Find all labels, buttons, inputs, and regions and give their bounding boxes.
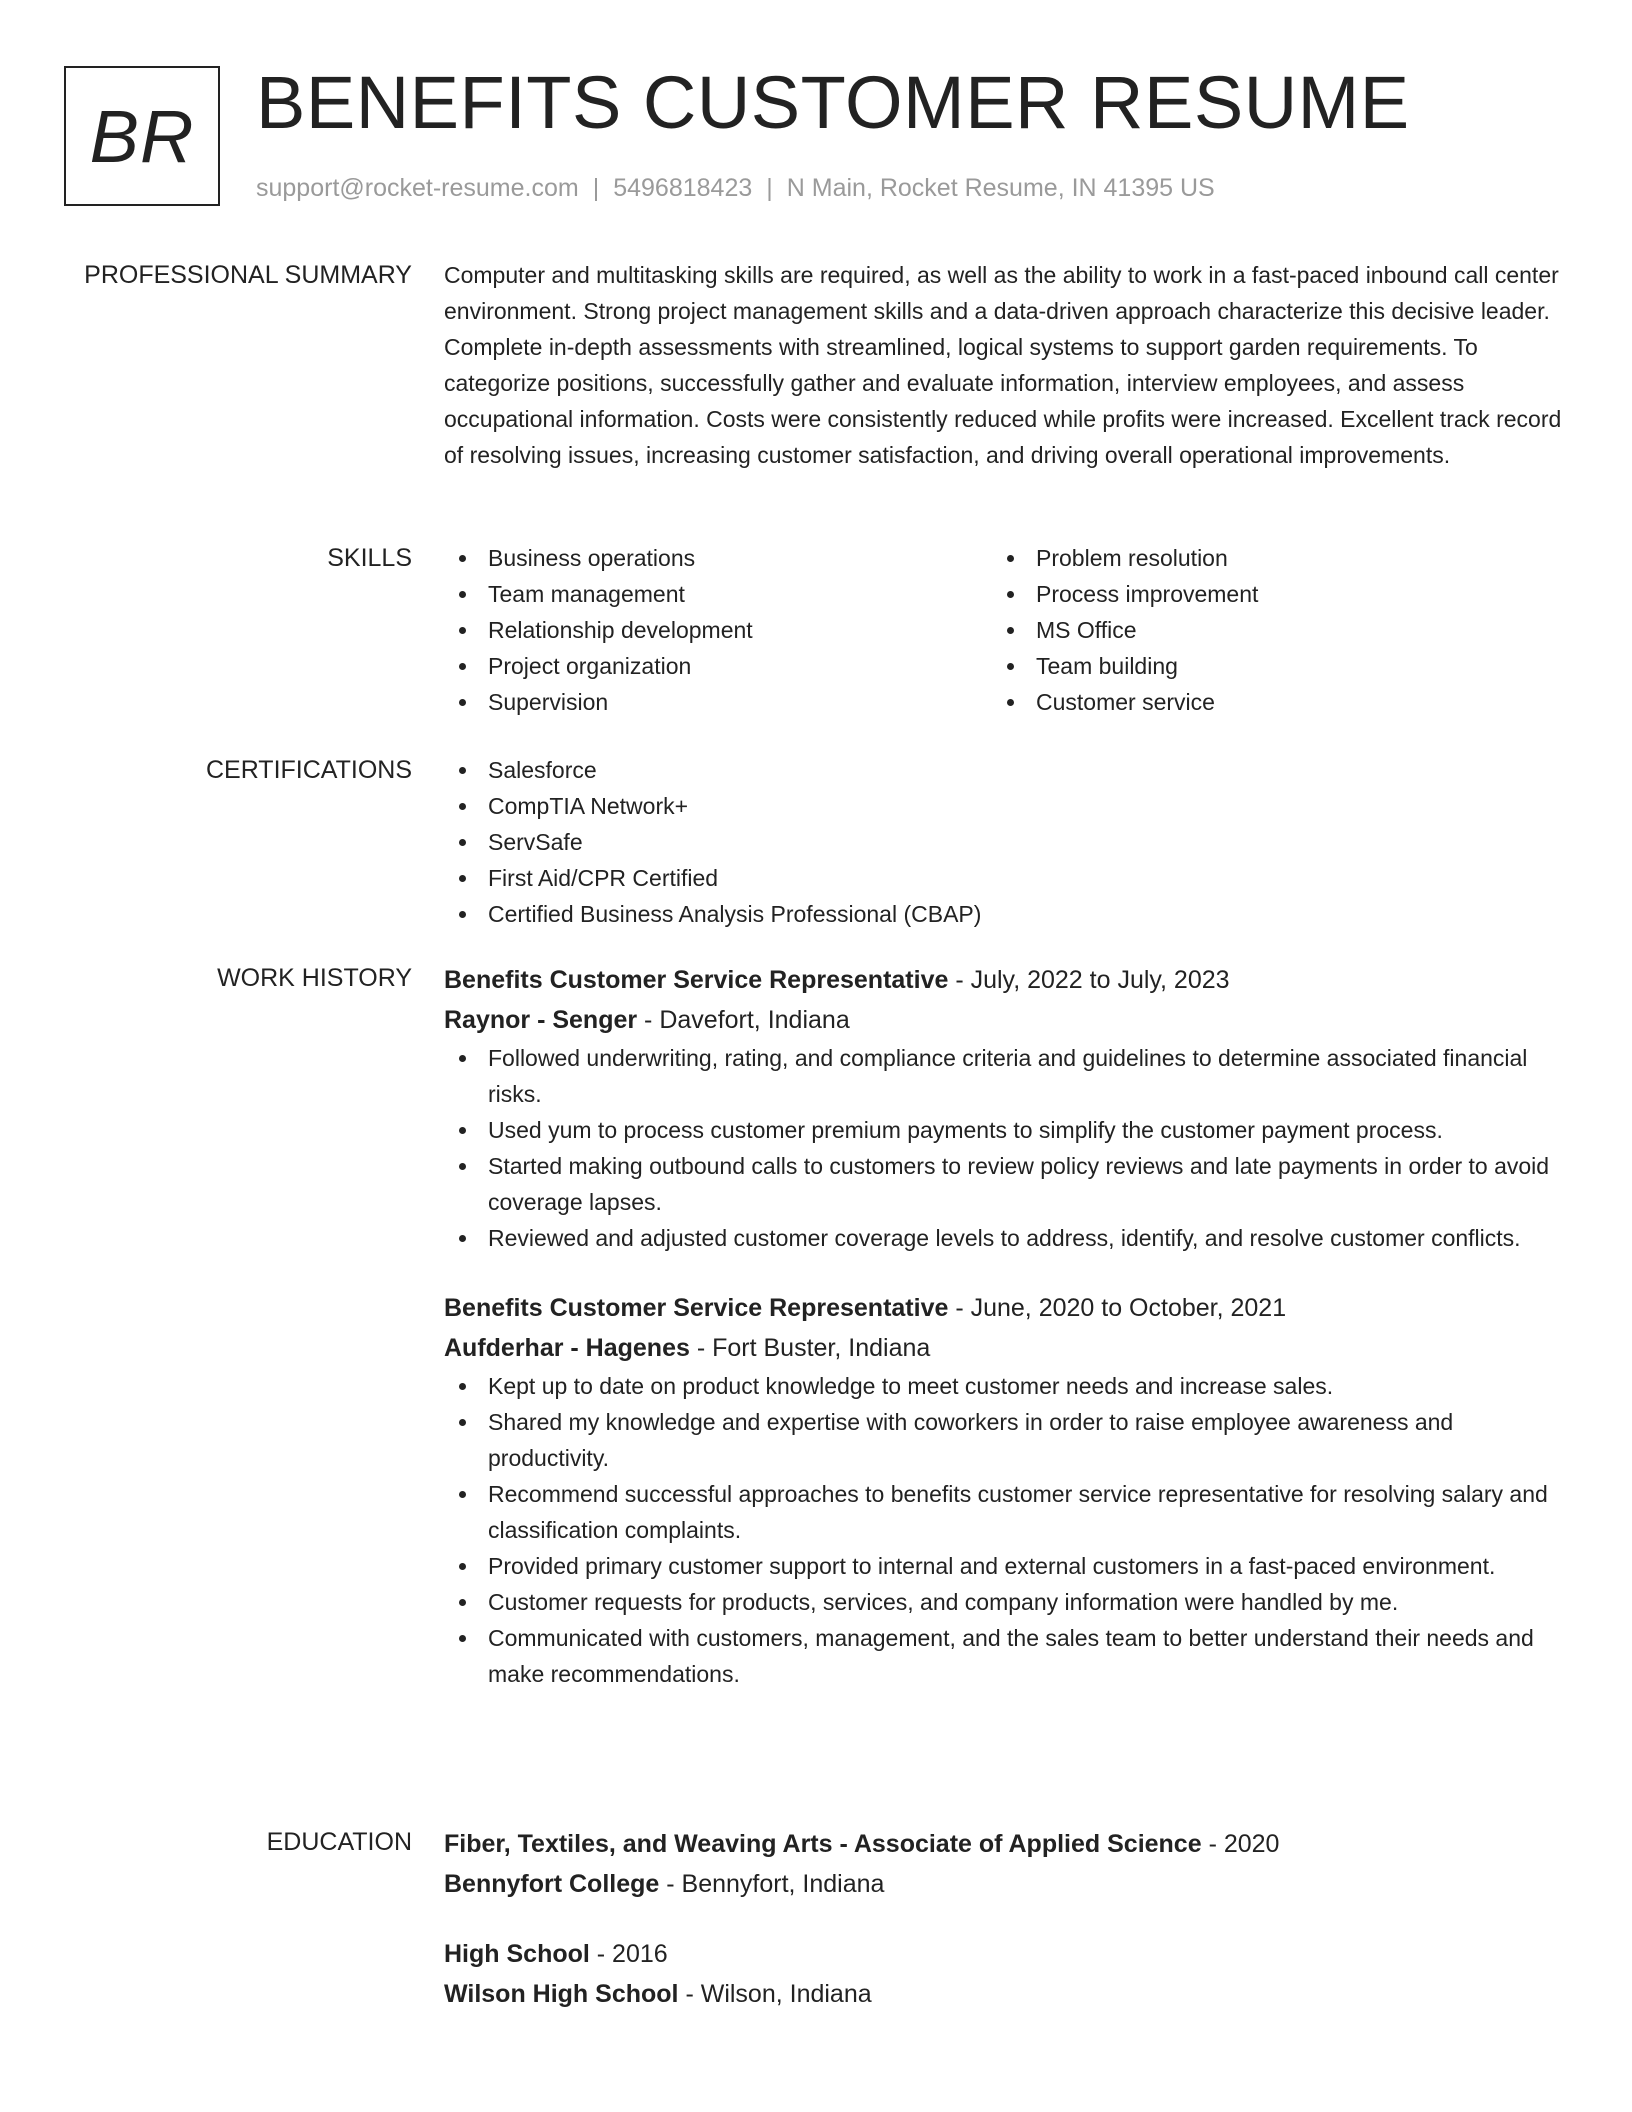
education-degree: High School [444,1940,590,1968]
skills-list-right [992,540,1540,720]
job-duty: Recommend successful approaches to benefits customer service representative for resolving salary and classification complaints. [444,1476,1564,1548]
summary-text: Computer and multitasking skills are required, as well as the ability to work in a fast-paced inbound call center environment. Strong project management skills and a data-driven approach characterize this decisive leader. Complete in-depth assessments with streamlined, logical systems to support garden requirements. To categorize positions, successfully gather and evaluate information, interview employees, and assess occupational information. Costs were consistently reduced while profits were increased. Excellent track record of resolving issues, increasing customer satisfaction, and driving overall operational improvements. [444,262,1562,468]
education-location: - Wilson, Indiana [678,1980,872,2008]
skill-item: Team management [444,576,992,612]
job-duty: Reviewed and adjusted customer coverage levels to address, identify, and resolve customer conflicts. [444,1220,1564,1256]
job-company: Raynor - Senger [444,1006,638,1034]
certifications-list [444,752,1564,932]
skills-list-left [444,540,992,720]
job-duty: Shared my knowledge and expertise with coworkers in order to raise employee awareness and productivity. [444,1404,1564,1476]
job-duties-list [444,1040,1564,1256]
education-year: - 2020 [1201,1830,1280,1858]
job-duty: Followed underwriting, rating, and compliance criteria and guidelines to determine associated financial risks. [444,1040,1564,1112]
job-company-line [444,1328,1564,1368]
education-location: - Bennyfort, Indiana [659,1870,885,1898]
job-company-line [444,1000,1564,1040]
skill-item: Supervision [444,684,992,720]
contact-line [256,174,1215,203]
job-entry [444,1288,1564,1692]
job-duty: Kept up to date on product knowledge to meet customer needs and increase sales. [444,1368,1564,1404]
skill-item: Business operations [444,540,992,576]
education-entry [444,1934,1564,2014]
education-degree: Fiber, Textiles, and Weaving Arts - Associate of Applied Science [444,1830,1202,1858]
job-duty: Customer requests for products, services, and company information were handled by me. [444,1584,1564,1620]
certification-item: Salesforce [444,752,1564,788]
job-role-line [444,960,1564,1000]
job-role: Benefits Customer Service Representative [444,1294,949,1322]
contact-separator: | [592,174,600,202]
section-title: WORK HISTORY [217,964,412,992]
contact-phone: 5496818423 [613,174,753,202]
section-title: EDUCATION [266,1828,412,1856]
resume-title: BENEFITS CUSTOMER RESUME [256,61,1410,144]
certifications-body [444,752,1564,932]
skill-item: Customer service [992,684,1540,720]
education-school-line [444,1864,1564,1904]
summary-body [444,257,1564,473]
education-degree-line [444,1934,1564,1974]
education-school: Wilson High School [444,1980,679,2008]
education-year: - 2016 [589,1940,668,1968]
job-dates: - June, 2020 to October, 2021 [948,1294,1287,1322]
skill-item: Project organization [444,648,992,684]
section-title: CERTIFICATIONS [205,756,412,784]
education-school-line [444,1974,1564,2014]
job-role: Benefits Customer Service Representative [444,966,949,994]
contact-separator: | [766,174,773,202]
education-body [444,1824,1564,2014]
job-company: Aufderhar - Hagenes [444,1334,690,1362]
certification-item: CompTIA Network+ [444,788,1564,824]
certification-item: Certified Business Analysis Professional (CBAP) [444,896,1564,932]
certification-item: First Aid/CPR Certified [444,860,1564,896]
skill-item: Team building [992,648,1540,684]
education-school: Bennyfort College [444,1870,660,1898]
monogram-logo: BR [64,66,220,206]
skill-item: Relationship development [444,612,992,648]
section-title: PROFESSIONAL SUMMARY [84,261,412,289]
job-entry [444,960,1564,1256]
skill-item: MS Office [992,612,1540,648]
skills-body [444,540,1564,720]
job-duty: Communicated with customers, management, and the sales team to better understand their needs and make recommendations. [444,1620,1564,1692]
education-degree-line [444,1824,1564,1864]
skill-item: Problem resolution [992,540,1540,576]
job-duty: Used yum to process customer premium payments to simplify the customer payment process. [444,1112,1564,1148]
job-duties-list [444,1368,1564,1692]
section-title: SKILLS [327,544,412,572]
job-location: - Davefort, Indiana [637,1006,850,1034]
job-location: - Fort Buster, Indiana [689,1334,931,1362]
education-entry [444,1824,1564,1904]
contact-address: N Main, Rocket Resume, IN 41395 US [786,174,1215,202]
job-duty: Provided primary customer support to internal and external customers in a fast-paced environment. [444,1548,1564,1584]
job-role-line [444,1288,1564,1328]
job-dates: - July, 2022 to July, 2023 [948,966,1230,994]
work-history-body [444,960,1564,1692]
certification-item: ServSafe [444,824,1564,860]
job-duty: Started making outbound calls to customers to review policy reviews and late payments in order to avoid coverage lapses. [444,1148,1564,1220]
contact-email[interactable]: support@rocket-resume.com [256,174,579,202]
skill-item: Process improvement [992,576,1540,612]
